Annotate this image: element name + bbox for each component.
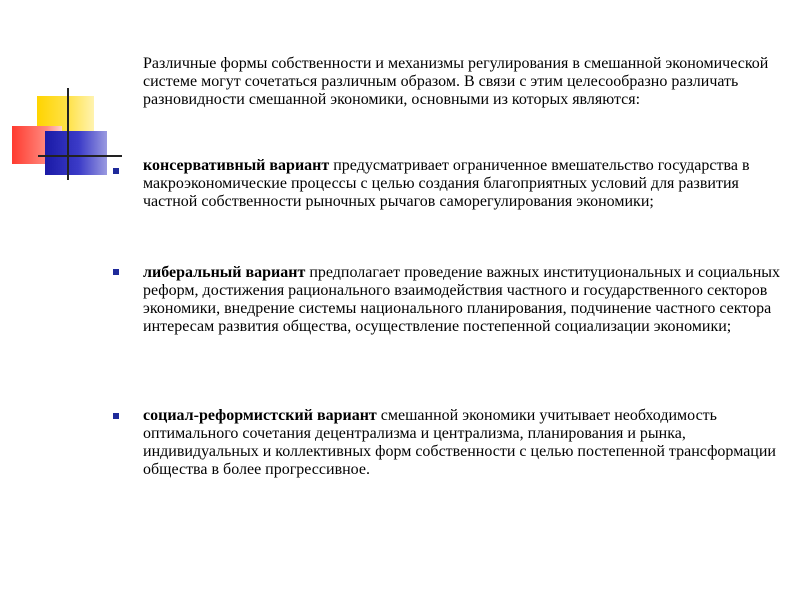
square-bullet-icon — [113, 168, 119, 174]
list-item-term: социал-реформистский вариант — [143, 407, 377, 424]
square-bullet-icon — [113, 269, 119, 275]
horizontal-line — [38, 155, 122, 157]
list-item — [143, 264, 783, 336]
list-item-term: либеральный вариант — [143, 264, 306, 281]
intro-paragraph: Различные формы собственности и механизмы регулирования в смешанной экономической системе могут сочетаться различным образом. В связи с этим целесообразно различать разновидности смешанной экономики, основными из которых являются: — [143, 55, 769, 108]
list-item — [143, 407, 783, 479]
vertical-line — [67, 88, 69, 180]
blue-square — [45, 131, 107, 175]
list-item-term: консервативный вариант — [143, 157, 330, 174]
list-item — [143, 157, 783, 211]
list-item-text: предполагает проведение важных институциональных и социальных реформ, достижения рационального взаимодействия частного и государственного секторов экономики, внедрение системы национального планирования, подчинение частного сектора интересам развития общества, осуществление постепенной социализации экономики; — [143, 264, 781, 335]
list-item-text: смешанной экономики учитывает необходимость оптимального сочетания децентрализма и централизма, планирования и рынка, индивидуальных и коллективных форм собственности с целью постепенной трансформации общества в более прогрессивное. — [143, 407, 776, 478]
square-bullet-icon — [113, 413, 119, 419]
list-item-text: предусматривает ограниченное вмешательство государства в макроэкономические процессы с целью создания благоприятных условий для развития частной собственности рыночных рычагов саморегулирования экономики; — [143, 157, 750, 210]
